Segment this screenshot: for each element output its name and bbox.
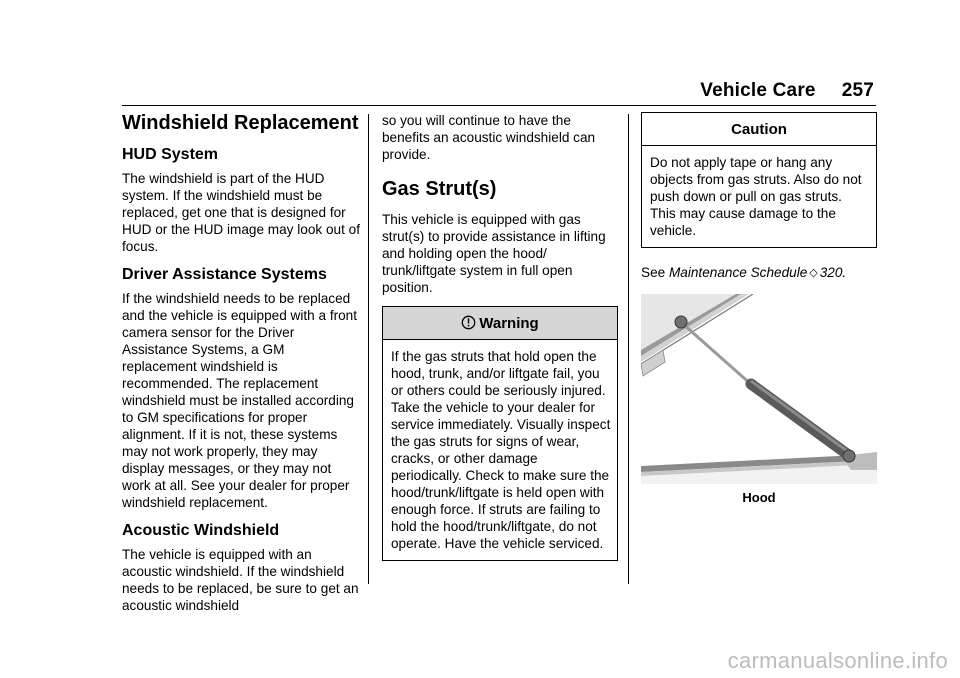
acoustic-paragraph: The vehicle is equipped with an acoustic windshield. If the windshield needs to be replaced, be sure to get an acoustic windshield (122, 547, 359, 613)
driver-assistance-paragraph: If the windshield needs to be replaced and the vehicle is equipped with a front camera sensor for the Driver Assistance Systems, a GM replacement windshield is recommended. The replacement windshield must be installed according to GM specifications for proper alignment. If it is not, these systems may not work properly, they may display messages, or they may not work at all. See your dealer for proper windshield replacement. (122, 291, 358, 510)
section-heading-windshield-replacement: Windshield Replacement (122, 112, 359, 134)
caution-text: Do not apply tape or hang any objects from gas struts. Also do not push down or pull on gas struts. This may cause damage to the vehicle. (650, 155, 862, 238)
subheading-driver-assistance: Driver Assistance Systems (122, 266, 327, 283)
page-ref-arrow-icon: ◇ (809, 267, 818, 279)
warning-box (382, 306, 618, 561)
page-header (700, 80, 874, 102)
figure-caption: Hood (742, 490, 776, 505)
hud-paragraph: The windshield is part of the HUD system. If the windshield must be replaced, get one that is designed for HUD or the HUD image may look out of focus. (122, 171, 360, 254)
column-3 (641, 112, 877, 505)
acoustic-continued-paragraph: so you will continue to have the benefits an acoustic windshield can provide. (382, 113, 596, 162)
see-prefix: See (641, 265, 666, 280)
caution-header: Caution (642, 113, 876, 146)
hood-strut-illustration (641, 294, 877, 484)
see-page-number[interactable]: 320. (819, 265, 847, 280)
column-1 (122, 112, 362, 624)
warning-header (383, 307, 617, 340)
watermark: carmanualsonline.info (727, 648, 948, 673)
column-divider-1 (368, 114, 369, 584)
caution-box (641, 112, 877, 248)
warning-text: If the gas struts that hold open the hood, trunk, and/or liftgate fail, you or others could be seriously injured. Take the vehicle to your dealer for service immediately. Visually inspect the gas struts for signs of wear, cracks, or other damage periodically. Check to make sure the hood/trunk/liftgate is held open with enough force. If struts are failing to hold the hood/trunk/liftgate, do not operate. Have the vehicle serviced. (391, 349, 611, 551)
column-2 (382, 112, 618, 561)
warning-title: Warning (479, 315, 539, 332)
maintenance-schedule-link[interactable]: Maintenance Schedule (668, 265, 808, 280)
subheading-acoustic-windshield: Acoustic Windshield (122, 522, 280, 539)
column-divider-2 (628, 114, 629, 584)
warning-circle-icon (461, 315, 476, 332)
see-reference (641, 264, 877, 282)
hood-figure (641, 294, 877, 505)
section-heading-gas-struts: Gas Strut(s) (382, 178, 497, 200)
header-divider (122, 105, 876, 106)
gas-struts-paragraph: This vehicle is equipped with gas strut(s) to provide assistance in lifting and holding open the hood/ trunk/liftgate system in full open position. (382, 212, 606, 295)
subheading-hud-system: HUD System (122, 146, 219, 163)
page-number: 257 (841, 80, 874, 101)
section-title: Vehicle Care (700, 80, 816, 101)
